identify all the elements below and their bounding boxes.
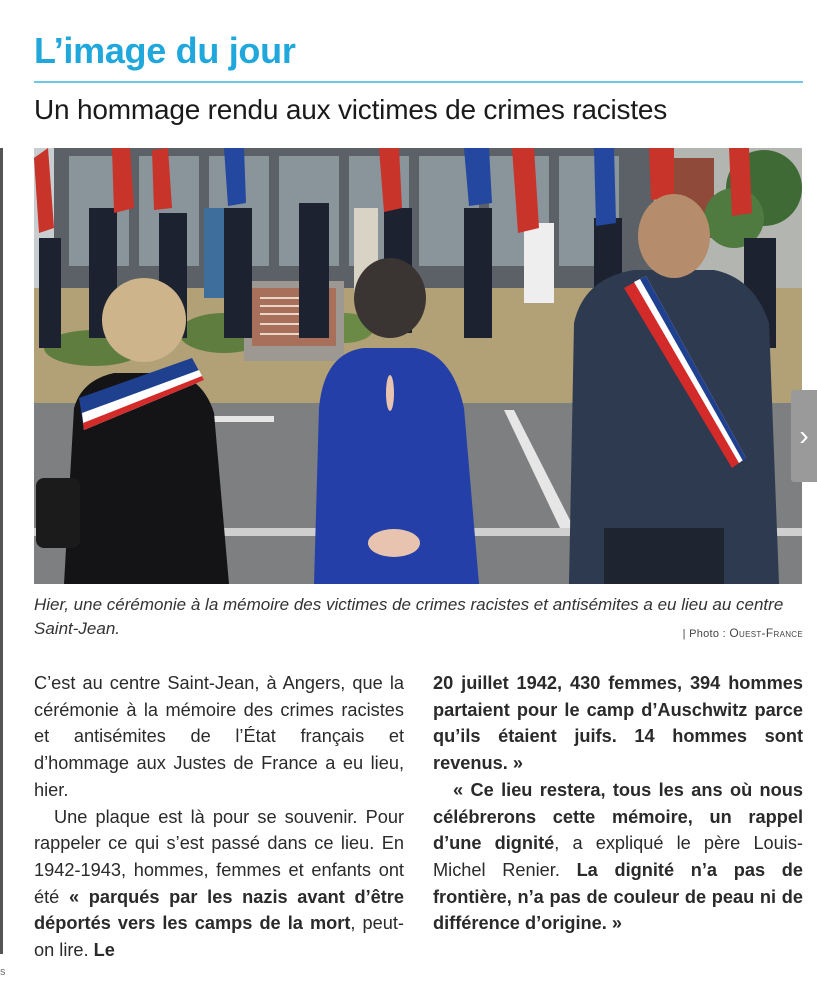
article-paragraph-3 <box>433 777 803 937</box>
article-text: Une plaque est là pour se souvenir. Pour rappeler ce qui s’est passé dans ce lieu. En 1942-1943, hommes, femmes et enfants ont été <box>34 806 404 907</box>
ceremony-photo <box>34 148 802 584</box>
article-paragraph-1: C’est au centre Saint-Jean, à Angers, que la cérémonie à la mémoire des crimes racistes et antisémites de l’État français et d’hommage aux Justes de France a eu lieu, hier. <box>34 673 404 800</box>
ceremony-illustration <box>34 148 802 584</box>
photo-caption: Hier, une cérémonie à la mémoire des victimes de crimes racistes et antisémites a eu lieu au centre Saint-Jean. <box>34 595 784 638</box>
photo-credit <box>683 626 803 640</box>
article-headline: Un hommage rendu aux victimes de crimes racistes <box>34 94 668 125</box>
adjacent-page-edge <box>0 148 3 954</box>
article-quote: « parqués par les nazis avant d’être déportés vers les camps de la mort <box>34 886 405 934</box>
chevron-right-icon: › <box>799 420 809 451</box>
article-column-left <box>34 670 404 964</box>
section-rubric: L’image du jour <box>34 30 296 71</box>
next-photo-button[interactable] <box>791 390 817 482</box>
adjacent-page-fragment: s <box>0 966 6 978</box>
article-text: , peut-on lire. <box>34 913 404 961</box>
article-quote: « Ce lieu restera, tous les ans où nous célébrerons cette mémoire, un rappel d’une dignité <box>433 779 803 854</box>
article-quote: La dignité n’a pas de frontière, n’a pas de couleur de peau ni de différence d’origine. » <box>433 859 803 934</box>
article-paragraph-2 <box>34 804 404 964</box>
photo-credit-source: Ouest-France <box>729 626 803 640</box>
article-quote: Le <box>93 940 115 961</box>
article-text: , a expliqué le père Louis-Michel Renier. <box>433 833 803 880</box>
article-column-right <box>433 670 803 937</box>
photo-credit-prefix: | Photo : <box>682 628 730 640</box>
rubric-divider <box>34 81 803 83</box>
article-paragraph-2-continued: 20 juillet 1942, 430 femmes, 394 hommes partaient pour le camp d’Auschwitz parce qu’ils étaient juifs. 14 hommes sont revenus. » <box>433 673 803 774</box>
